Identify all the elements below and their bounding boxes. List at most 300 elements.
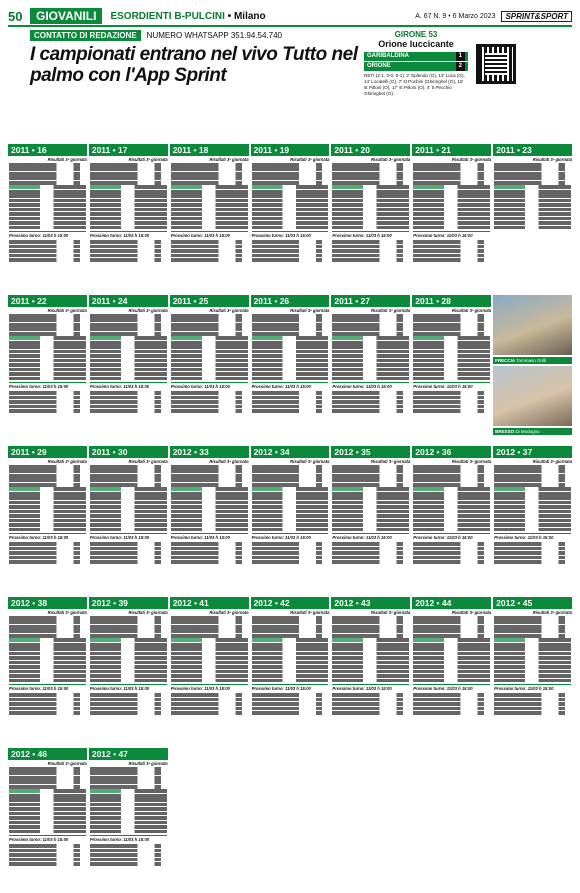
result-line: [171, 474, 248, 478]
results-label: Risultati 3ª giornata: [451, 308, 492, 313]
next-round: Prossimo turno: 11/03 h 15:00: [9, 533, 86, 540]
table-row: [332, 212, 409, 216]
results-label: Risultati 3ª giornata: [371, 459, 411, 464]
result-line: [9, 483, 86, 487]
result-line: [494, 474, 571, 478]
group-title: 2012 • 35: [331, 446, 410, 458]
fixture-line: [9, 240, 86, 244]
fixture-line: [171, 547, 248, 551]
table-row: [9, 647, 86, 651]
table-row: [90, 528, 167, 532]
fixture-line: [252, 711, 329, 715]
table-row: [332, 359, 409, 363]
next-round: Prossimo turno: 11/03 h 15:00: [252, 231, 329, 238]
result-line: [494, 167, 571, 171]
fixture-line: [332, 258, 409, 262]
fixture-line: [332, 547, 409, 551]
next-round: Prossimo turno: 11/03 h 15:00: [413, 533, 490, 540]
table-row: [252, 643, 329, 647]
result-line: [90, 318, 167, 322]
fixture-line: [9, 862, 86, 866]
table-row: [171, 519, 248, 523]
table-row: [171, 665, 248, 669]
fixture-line: [9, 556, 86, 560]
group-title: 2011 • 28: [412, 295, 491, 307]
table-row: [90, 647, 167, 651]
fixture-line: [9, 551, 86, 555]
table-row: [494, 674, 571, 678]
result-line: [332, 469, 409, 473]
fixture-line: [332, 556, 409, 560]
fixture-line: [252, 396, 329, 400]
table-row: [90, 665, 167, 669]
group-title: 2012 • 38: [8, 597, 87, 609]
table-row: [252, 345, 329, 349]
results-label: Risultati 3ª giornata: [451, 157, 492, 162]
table-row: [494, 226, 571, 230]
table-row: [9, 501, 86, 505]
whatsapp-number[interactable]: NUMERO WHATSAPP 351.94.54.740: [146, 31, 282, 40]
next-round: Prossimo turno: 11/03 h 15:00: [413, 382, 490, 389]
table-row: [171, 528, 248, 532]
table-row: [90, 679, 167, 683]
result-line: [90, 616, 167, 620]
result-line: [332, 176, 409, 180]
fixture-line: [252, 542, 329, 546]
table-row: [9, 368, 86, 372]
results-label: Risultati 3ª giornata: [371, 610, 411, 615]
group-block: [170, 597, 249, 742]
fixture-line: [252, 254, 329, 258]
result-line: [90, 181, 167, 185]
result-line: [90, 163, 167, 167]
next-round: Prossimo turno: 11/03 h 15:00: [9, 382, 86, 389]
result-line: [171, 620, 248, 624]
result-line: [171, 323, 248, 327]
fixture-line: [90, 391, 167, 395]
table-row: [90, 789, 167, 793]
results-label: Risultati 3ª giornata: [209, 157, 249, 162]
result-line: [413, 176, 490, 180]
table-row: [332, 665, 409, 669]
table-row: [90, 674, 167, 678]
result-line: [332, 327, 409, 331]
results-label: Risultati 3ª giornata: [209, 308, 249, 313]
fixture-line: [413, 258, 490, 262]
result-line: [252, 625, 329, 629]
fixture-line: [90, 405, 167, 409]
table-row: [90, 514, 167, 518]
result-line: [9, 478, 86, 482]
result-line: [332, 616, 409, 620]
results-label: Risultati 3ª giornata: [128, 308, 168, 313]
table-row: [413, 492, 490, 496]
result-line: [90, 314, 167, 318]
table-row: [332, 643, 409, 647]
group-title: 2011 • 26: [251, 295, 330, 307]
table-row: [332, 670, 409, 674]
fixture-line: [90, 853, 167, 857]
table-row: [171, 217, 248, 221]
table-row: [90, 803, 167, 807]
result-line: [252, 474, 329, 478]
table-row: [90, 496, 167, 500]
table-row: [171, 354, 248, 358]
fixture-line: [494, 693, 571, 697]
fixture-line: [9, 405, 86, 409]
result-line: [171, 314, 248, 318]
result-line: [90, 483, 167, 487]
result-line: [90, 469, 167, 473]
table-row: [494, 661, 571, 665]
table-row: [9, 190, 86, 194]
result-line: [9, 474, 86, 478]
table-row: [9, 643, 86, 647]
group-block: [170, 295, 249, 440]
result-line: [171, 332, 248, 336]
table-row: [332, 194, 409, 198]
table-row: [171, 221, 248, 225]
table-row: [90, 203, 167, 207]
table-row: [413, 226, 490, 230]
table-row: [494, 528, 571, 532]
group-title: 2011 • 16: [8, 144, 87, 156]
results-label: Risultati 3ª giornata: [47, 459, 87, 464]
table-row: [171, 487, 248, 491]
group-block: [331, 446, 410, 591]
table-row: [332, 510, 409, 514]
fixture-line: [9, 258, 86, 262]
fixture-line: [413, 254, 490, 258]
table-row: [171, 670, 248, 674]
table-row: [9, 830, 86, 834]
result-line: [332, 629, 409, 633]
result-line: [9, 616, 86, 620]
result-line: [90, 176, 167, 180]
table-row: [494, 212, 571, 216]
result-line: [413, 323, 490, 327]
results-label: Risultati 3ª giornata: [128, 157, 168, 162]
result-line: [90, 478, 167, 482]
table-row: [413, 643, 490, 647]
table-row: [332, 354, 409, 358]
fixture-line: [413, 396, 490, 400]
table-row: [171, 226, 248, 230]
result-line: [413, 465, 490, 469]
result-line: [252, 620, 329, 624]
fixture-line: [9, 858, 86, 862]
result-line: [171, 625, 248, 629]
table-row: [171, 212, 248, 216]
table-row: [90, 794, 167, 798]
table-row: [90, 638, 167, 642]
table-row: [332, 652, 409, 656]
table-row: [9, 372, 86, 376]
table-row: [90, 341, 167, 345]
fixture-line: [9, 711, 86, 715]
table-row: [171, 368, 248, 372]
table-row: [9, 661, 86, 665]
fixture-line: [90, 844, 167, 848]
table-row: [90, 821, 167, 825]
brand-logo: SPRINT&SPORT: [501, 11, 572, 22]
table-row: [494, 217, 571, 221]
result-line: [332, 314, 409, 318]
table-row: [90, 798, 167, 802]
table-row: [413, 350, 490, 354]
results-label: Risultati 3ª giornata: [290, 610, 330, 615]
fixture-line: [171, 409, 248, 413]
table-row: [494, 652, 571, 656]
fixture-line: [90, 542, 167, 546]
fixture-line: [171, 707, 248, 711]
table-row: [90, 510, 167, 514]
table-row: [9, 674, 86, 678]
group-title: 2012 • 33: [170, 446, 249, 458]
group-title: 2011 • 30: [89, 446, 168, 458]
result-line: [171, 629, 248, 633]
fixture-line: [9, 391, 86, 395]
table-row: [252, 212, 329, 216]
table-row: [171, 377, 248, 381]
next-round: Prossimo turno: 11/03 h 15:00: [90, 533, 167, 540]
fixture-line: [9, 400, 86, 404]
fixture-line: [9, 409, 86, 413]
photo-caption: FRECCIA Tommaso Grilli: [493, 357, 572, 364]
group-title: 2012 • 42: [251, 597, 330, 609]
group-title: 2012 • 43: [331, 597, 410, 609]
result-line: [252, 172, 329, 176]
table-row: [413, 656, 490, 660]
table-row: [171, 510, 248, 514]
table-row: [90, 372, 167, 376]
table-row: [413, 368, 490, 372]
fixture-line: [9, 693, 86, 697]
table-row: [494, 679, 571, 683]
table-row: [413, 194, 490, 198]
table-row: [332, 487, 409, 491]
results-label: Risultati 3ª giornata: [532, 157, 572, 162]
table-row: [90, 661, 167, 665]
table-row: [9, 208, 86, 212]
result-line: [90, 767, 167, 771]
table-row: [171, 336, 248, 340]
table-row: [252, 377, 329, 381]
fixture-line: [413, 702, 490, 706]
fixture-line: [171, 551, 248, 555]
subsection: ESORDIENTI B-PULCINI • Milano: [110, 10, 266, 22]
table-row: [332, 368, 409, 372]
table-row: [413, 336, 490, 340]
results-label: Risultati 3ª giornata: [47, 157, 87, 162]
fixture-line: [252, 693, 329, 697]
next-round: Prossimo turno: 11/03 h 15:00: [332, 382, 409, 389]
table-row: [252, 199, 329, 203]
next-round: Prossimo turno: 11/03 h 15:00: [171, 382, 248, 389]
table-row: [171, 190, 248, 194]
table-row: [494, 221, 571, 225]
result-line: [9, 771, 86, 775]
fixture-line: [9, 245, 86, 249]
fixture-line: [171, 249, 248, 253]
table-row: [90, 221, 167, 225]
group-block: [251, 144, 330, 289]
fixture-line: [171, 391, 248, 395]
table-row: [9, 519, 86, 523]
table-row: [332, 221, 409, 225]
table-row: [413, 496, 490, 500]
result-line: [9, 620, 86, 624]
table-row: [252, 336, 329, 340]
fixture-line: [332, 249, 409, 253]
fixture-line: [171, 240, 248, 244]
group-block: [331, 597, 410, 742]
fixture-line: [90, 693, 167, 697]
fixture-line: [413, 249, 490, 253]
table-row: [171, 505, 248, 509]
table-row: [90, 812, 167, 816]
table-row: [252, 528, 329, 532]
table-row: [252, 217, 329, 221]
group-block: [412, 446, 491, 591]
results-label: Risultati 3ª giornata: [290, 308, 330, 313]
result-line: [9, 163, 86, 167]
table-row: [252, 510, 329, 514]
table-row: [252, 670, 329, 674]
table-row: [332, 501, 409, 505]
result-line: [494, 163, 571, 167]
result-line: [9, 634, 86, 638]
result-line: [252, 327, 329, 331]
fixture-line: [171, 396, 248, 400]
fixture-line: [252, 249, 329, 253]
table-row: [9, 345, 86, 349]
table-row: [90, 492, 167, 496]
group-title: 2012 • 39: [89, 597, 168, 609]
table-row: [332, 519, 409, 523]
table-row: [9, 821, 86, 825]
table-row: [252, 679, 329, 683]
next-round: Prossimo turno: 11/03 h 15:00: [494, 684, 571, 691]
result-line: [90, 620, 167, 624]
table-row: [252, 501, 329, 505]
group-block: [493, 446, 572, 591]
result-line: [9, 465, 86, 469]
table-row: [252, 194, 329, 198]
fixture-line: [9, 698, 86, 702]
table-row: [413, 519, 490, 523]
fixture-line: [9, 702, 86, 706]
fixture-line: [332, 391, 409, 395]
result-line: [252, 167, 329, 171]
next-round: Prossimo turno: 11/03 h 15:00: [332, 231, 409, 238]
table-row: [413, 185, 490, 189]
table-row: [9, 825, 86, 829]
table-row: [332, 217, 409, 221]
results-label: Risultati 3ª giornata: [451, 459, 492, 464]
fixture-line: [252, 245, 329, 249]
table-row: [9, 359, 86, 363]
table-row: [332, 199, 409, 203]
table-row: [171, 203, 248, 207]
fixture-line: [332, 707, 409, 711]
group-title: 2012 • 47: [89, 748, 168, 760]
table-row: [252, 661, 329, 665]
result-line: [9, 785, 86, 789]
result-line: [90, 771, 167, 775]
fixture-line: [90, 249, 167, 253]
result-line: [494, 469, 571, 473]
result-line: [332, 172, 409, 176]
group-title: 2011 • 29: [8, 446, 87, 458]
contact-bar: [30, 30, 282, 41]
fixture-line: [413, 551, 490, 555]
table-row: [413, 501, 490, 505]
next-round: Prossimo turno: 11/03 h 15:00: [9, 835, 86, 842]
next-round: Prossimo turno: 11/03 h 15:00: [9, 231, 86, 238]
results-label: Risultati 3ª giornata: [209, 610, 249, 615]
results-label: Risultati 3ª giornata: [532, 459, 572, 464]
table-row: [9, 221, 86, 225]
next-round: Prossimo turno: 11/03 h 15:00: [90, 684, 167, 691]
page-number: 50: [8, 8, 23, 24]
table-row: [413, 523, 490, 527]
next-round: Prossimo turno: 11/03 h 15:00: [90, 382, 167, 389]
qr-code-icon[interactable]: [476, 44, 516, 84]
table-row: [9, 336, 86, 340]
results-label: Risultati 3ª giornata: [532, 610, 572, 615]
fixture-line: [252, 258, 329, 262]
fixture-line: [413, 542, 490, 546]
table-row: [171, 514, 248, 518]
results-label: Risultati 3ª giornata: [128, 761, 168, 766]
results-label: Risultati 3ª giornata: [451, 610, 492, 615]
table-row: [252, 203, 329, 207]
table-row: [9, 212, 86, 216]
fixture-line: [252, 551, 329, 555]
fixture-line: [413, 707, 490, 711]
fixture-line: [171, 698, 248, 702]
headline: I campionati entrano nel vivo Tutto nel palmo con l'App Sprint: [30, 44, 358, 86]
table-row: [90, 377, 167, 381]
result-line: [413, 629, 490, 633]
group-block: [331, 144, 410, 289]
table-row: [332, 674, 409, 678]
table-row: [332, 363, 409, 367]
next-round: Prossimo turno: 11/03 h 15:00: [332, 533, 409, 540]
group-title: 2012 • 34: [251, 446, 330, 458]
group-block: [8, 446, 87, 591]
next-round: Prossimo turno: 11/03 h 15:00: [332, 684, 409, 691]
table-row: [332, 345, 409, 349]
result-line: [252, 616, 329, 620]
fixture-line: [252, 547, 329, 551]
table-row: [413, 212, 490, 216]
fixture-line: [494, 542, 571, 546]
table-row: [9, 226, 86, 230]
table-row: [90, 825, 167, 829]
table-row: [9, 652, 86, 656]
result-line: [9, 625, 86, 629]
fixture-line: [494, 698, 571, 702]
table-row: [413, 638, 490, 642]
group-title: 2011 • 24: [89, 295, 168, 307]
table-row: [171, 523, 248, 527]
table-row: [413, 652, 490, 656]
results-label: Risultati 3ª giornata: [47, 610, 87, 615]
group-block: [412, 597, 491, 742]
table-row: [494, 194, 571, 198]
